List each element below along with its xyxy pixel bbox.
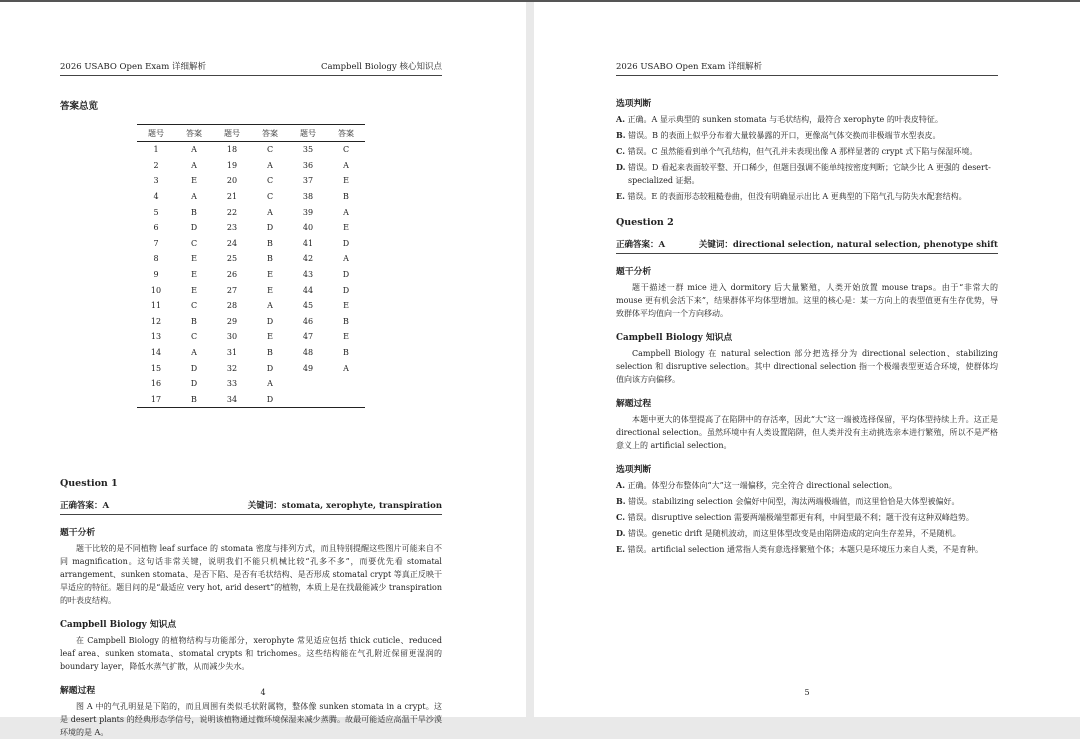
running-header [616,60,998,76]
table-row [137,251,365,267]
option-text: 正确。A 显示典型的 sunken stomata 与毛状结构，最符合 xerophyte 的叶表皮特征。 [627,115,943,124]
q1-knowledge-text: 在 Campbell Biology 的植物结构与功能部分，xerophyte 常见适应包括 thick cuticle、reduced leaf area、sunken stomata、stomatal crypts 和 trichomes。这些结构能在气孔附近保留更湿润的 boundary layer，降低水蒸气扩散，从而减少失水。 [60,636,442,672]
table-cell: E [267,332,273,342]
table-cell: B [191,394,197,404]
table-cell: 39 [302,207,314,217]
option-label: D. [616,162,626,172]
table-cell [289,392,327,408]
q2-process-text: 本题中更大的体型提高了在陷阱中的存活率，因此“大”这一端被选择保留，平均体型持续上升。这正是 directional selection。虽然环境中有人类设置陷阱，但人类并没有主动挑选亲本进行繁殖，所以不是严格意义上的 artificial selection。 [616,415,998,450]
option-item [616,113,998,126]
table-cell: 16 [150,379,162,389]
table-cell: A [191,145,197,155]
table-cell: D [190,379,198,389]
table-cell: C [342,145,350,155]
question-1-keywords: 关键词：stomata, xerophyte, transpiration [247,501,442,512]
q2-options-list [616,479,998,556]
table-cell: 21 [226,192,238,202]
table-cell: B [191,207,197,217]
table-cell: B [267,348,273,358]
table-cell: C [266,176,274,186]
table-cell: E [343,176,349,186]
table-cell [289,376,327,392]
q1-options-list [616,113,998,203]
table-cell: A [191,160,197,170]
table-cell: B [267,254,273,264]
question-2-title: Question 2 [616,217,674,228]
table-cell: 33 [226,379,238,389]
option-label: A. [616,480,625,490]
table-header-cell: 题号 [289,125,327,142]
option-item [616,479,998,492]
table-cell: E [191,285,197,295]
option-label: D. [616,528,626,538]
table-cell: E [343,332,349,342]
table-cell: A [191,192,197,202]
table-row [137,236,365,252]
table-header-cell: 答案 [327,125,365,142]
table-cell: E [267,285,273,295]
table-cell: D [190,223,198,233]
table-cell: B [267,238,273,248]
option-label: C. [616,512,626,522]
q1-process-title: 解题过程 [60,686,96,697]
q1-analysis-title: 题干分析 [60,528,96,539]
table-cell: A [191,348,197,358]
table-header-cell: 题号 [213,125,251,142]
answer-table-header-row [137,125,365,142]
table-cell: C [190,301,198,311]
table-cell: D [266,394,274,404]
table-cell: C [266,192,274,202]
table-row [137,282,365,298]
q2-analysis-title: 题干分析 [616,267,652,277]
table-cell: 9 [153,270,159,280]
option-item [616,161,998,187]
option-label: B. [616,496,626,506]
table-cell: 44 [302,285,314,295]
question-1-answer: 正确答案：A [60,501,110,512]
q2-knowledge-text: Campbell Biology 在 natural selection 部分把选择分为 directional selection、stabilizing selection 和 disruptive selection。其中 directional selection 指一个极端表型更适合环境，使群体均值向该方向偏移。 [616,349,998,384]
table-cell: E [191,254,197,264]
table-cell: 6 [153,223,159,233]
table-cell: E [343,301,349,311]
table-cell: A [267,301,273,311]
option-item [616,543,998,556]
option-text: 错误。E 的表面形态较粗糙卷曲，但没有明确显示出比 A 更典型的下陷气孔与防失水配套结构。 [627,192,967,201]
table-cell: A [343,207,349,217]
table-cell: A [267,379,273,389]
header-right-text: Campbell Biology 核心知识点 [320,62,442,72]
table-cell: 32 [226,363,238,373]
table-cell: E [267,270,273,280]
table-cell: A [343,160,349,170]
table-row [137,314,365,330]
table-cell: A [343,254,349,264]
table-cell: 14 [150,348,162,358]
table-cell: E [191,270,197,280]
table-cell: 49 [302,363,314,373]
table-cell: 19 [226,160,238,170]
table-cell: B [343,316,349,326]
table-cell: 40 [302,223,314,233]
table-cell: 25 [226,254,238,264]
table-cell: A [267,160,273,170]
table-cell: D [266,223,274,233]
table-cell: C [190,332,198,342]
table-cell: 30 [226,332,238,342]
table-cell: 45 [302,301,314,311]
table-cell: 3 [153,176,159,186]
page-number: 4 [260,688,266,697]
table-cell: C [190,238,198,248]
option-text: 错误。disruptive selection 需要两端极端型都更有利，中间型最不利；题干没有这种双峰趋势。 [627,513,974,522]
table-header-cell: 答案 [175,125,213,142]
table-cell: 2 [153,160,159,170]
table-cell: 48 [302,348,314,358]
q2-knowledge-title: Campbell Biology 知识点 [616,333,733,343]
q1-process-text: 图 A 中的气孔明显是下陷的，而且周围有类似毛状附属物，整体像 sunken stomata in a crypt。这是 desert plants 的经典形态学信号，说明该植物通过微环境保湿来减少蒸腾。故最可能适应高温干旱沙漠环境的是 A。 [60,702,442,738]
table-cell: D [342,270,350,280]
table-cell: 26 [226,270,238,280]
table-cell: 7 [153,238,159,248]
question-1-answer-row [60,499,442,515]
table-cell [327,376,365,392]
table-cell: 38 [302,192,314,202]
table-row [137,173,365,189]
table-cell: 31 [226,348,238,358]
table-cell: 18 [226,145,238,155]
table-row [137,204,365,220]
answer-summary-title: 答案总览 [60,101,99,112]
table-row [137,345,365,361]
table-cell: 13 [150,332,162,342]
table-cell: 17 [150,394,162,404]
option-label: E. [616,191,625,201]
table-cell: 28 [226,301,238,311]
table-cell: 37 [302,176,314,186]
table-cell: B [191,316,197,326]
question-2-answer-row [616,238,998,254]
q1-analysis-text: 题干比较的是不同植物 leaf surface 的 stomata 密度与排列方式，而且特别提醒这些图片可能来自不同 magnification。这句话非常关键，说明我们不能只机械比较“孔多不多”，而要优先看 stomatal arrangement、sunken stomata、是否下陷、是否有毛状结构、是否形成 stomatal crypt 等真正反映干旱适应的特征。题目问的是“最适应 very hot, arid desert”的植物，本质上是在找最能减少 transpiration 的叶表皮结构。 [60,544,442,606]
table-cell: 43 [302,270,314,280]
table-cell: 47 [302,332,314,342]
option-item [616,527,998,540]
option-item [616,511,998,524]
table-cell: D [190,363,198,373]
header-left-text: 2026 USABO Open Exam 详细解析 [60,62,206,72]
table-cell: 35 [302,145,314,155]
q2-options-title: 选项判断 [616,465,652,475]
table-cell: 12 [150,316,162,326]
table-cell: D [266,363,274,373]
option-item [616,495,998,508]
table-row [137,158,365,174]
question-1-title: Question 1 [60,478,118,490]
running-header [60,60,442,76]
table-cell: E [191,176,197,186]
table-cell: B [343,192,349,202]
header-left-text: 2026 USABO Open Exam 详细解析 [616,62,762,72]
table-cell: 8 [153,254,159,264]
option-text: 正确。体型分布整体向“大”这一端偏移，完全符合 directional selection。 [627,481,897,490]
option-text: 错误。C 虽然能看到单个气孔结构，但气孔并未表现出像 A 那样显著的 crypt 式下陷与保湿环境。 [627,147,978,156]
table-cell: A [267,207,273,217]
option-label: A. [616,114,625,124]
table-cell: D [266,316,274,326]
answer-table-body [137,142,365,408]
table-cell: A [343,363,349,373]
table-row [137,360,365,376]
table-cell: 46 [302,316,314,326]
q1-options-title: 选项判断 [616,99,652,109]
option-item [616,145,998,158]
table-cell: 4 [153,192,159,202]
table-row [137,142,365,158]
table-row [137,392,365,408]
q1-knowledge-title: Campbell Biology 知识点 [60,620,177,631]
table-cell: 41 [302,238,314,248]
option-item [616,129,998,142]
table-cell: 22 [226,207,238,217]
document-page-left [0,2,526,738]
question-2-keywords: 关键词：directional selection, natural selection, phenotype shift [698,240,998,250]
option-text: 错误。genetic drift 是随机波动，而这里体型改变是由陷阱造成的定向生存差异，不是随机。 [627,529,961,538]
option-text: 错误。stabilizing selection 会偏好中间型，淘汰两端极端值，而这里恰恰是大体型被偏好。 [628,497,960,506]
option-text: 错误。D 看起来表面较平整、开口稀少，但题目强调不能单纯按密度判断；它缺少比 A 更强的 desert-specialized 证据。 [627,163,991,185]
table-cell: 24 [226,238,238,248]
table-cell: 5 [153,207,159,217]
table-cell: E [343,223,349,233]
option-text: 错误。B 的表面上似乎分布着大量较暴露的开口，更像高气体交换而非极端节水型表皮。 [628,131,941,140]
q2-process-title: 解题过程 [616,399,652,409]
table-row [137,189,365,205]
table-cell: B [343,348,349,358]
table-cell: D [342,238,350,248]
table-cell: 34 [226,394,238,404]
option-text: 错误。artificial selection 通常指人类有意选择繁殖个体；本题只是环境压力来自人类，不是育种。 [627,545,983,554]
table-cell: 42 [302,254,314,264]
table-cell: 10 [150,285,162,295]
table-cell [327,392,365,408]
table-cell: D [342,285,350,295]
table-cell: 15 [150,363,162,373]
q2-analysis-text: 题干描述一群 mice 进入 dormitory 后大量繁殖，人类开始放置 mouse traps。由于“非常大的 mouse 更有机会活下来”，结果群体平均体型增加。这里的核心是：某一方向上的表型值更有生存优势，导致群体平均值向一个方向移动。 [616,283,998,318]
table-cell: 23 [226,223,238,233]
option-label: C. [616,146,626,156]
table-cell: 11 [150,301,162,311]
table-cell: 29 [226,316,238,326]
table-header-cell: 答案 [251,125,289,142]
answer-table [137,124,365,408]
document-page-right [534,2,1080,717]
table-row [137,298,365,314]
table-row [137,329,365,345]
option-label: B. [616,130,626,140]
table-cell: 20 [226,176,238,186]
option-label: E. [616,544,625,554]
table-cell: C [266,145,274,155]
table-header-cell: 题号 [137,125,175,142]
option-item [616,190,998,203]
page-number: 5 [804,688,810,697]
table-cell: 36 [302,160,314,170]
table-cell: 1 [153,145,159,155]
table-row [137,220,365,236]
table-row [137,376,365,392]
question-2-answer: 正确答案：A [616,240,666,250]
table-cell: 27 [226,285,238,295]
table-row [137,267,365,283]
